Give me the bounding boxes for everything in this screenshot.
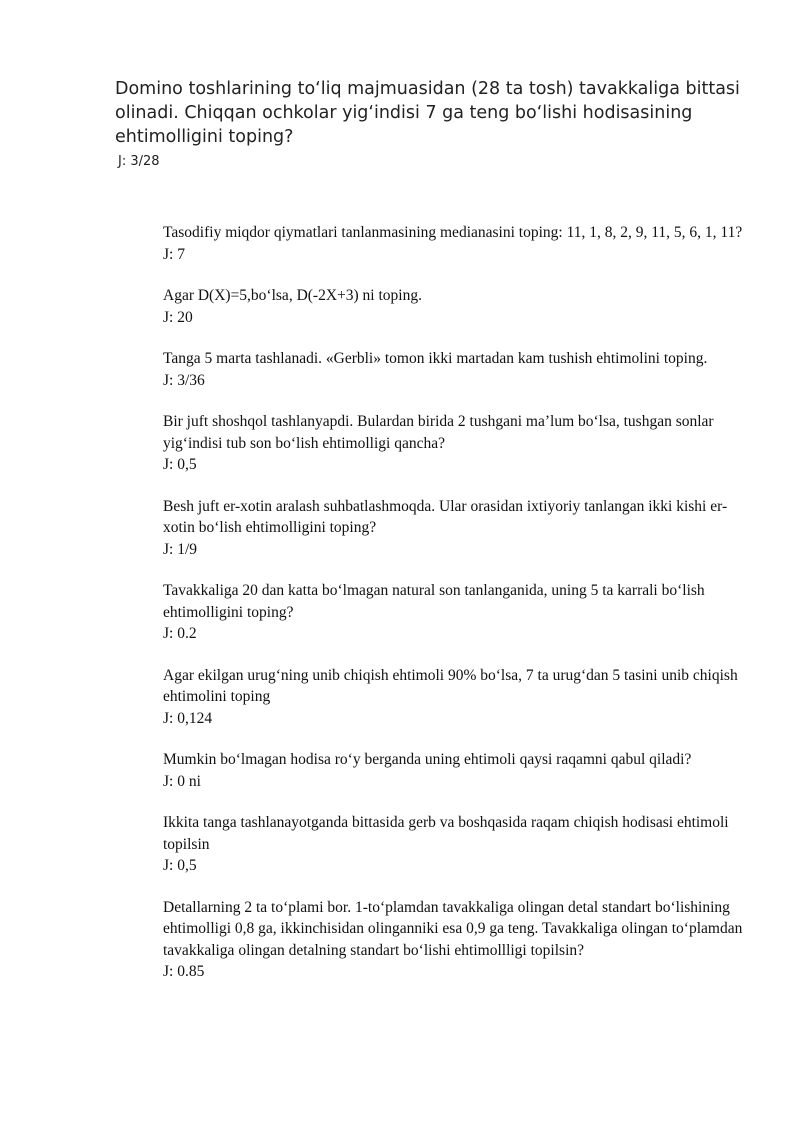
answer-text: J: 20 xyxy=(163,308,193,326)
question-text: Ikkita tanga tashlanayotganda bittasida gerb va boshqasida raqam chiqish hodisasi ehtimoli topilsin xyxy=(163,814,729,853)
qa-item xyxy=(163,812,753,877)
header-block xyxy=(115,77,755,171)
qa-item xyxy=(163,897,753,983)
answer-text: J: 0,5 xyxy=(163,456,197,473)
question-text: Mumkin bo‘lmagan hodisa ro‘y berganda uning ehtimoli qaysi raqamni qabul qiladi? xyxy=(163,751,692,768)
question-text: Besh juft er-xotin aralash suhbatlashmoqda. Ular orasidan ixtiyoriy tanlangan ikki kishi er-xotin bo‘lish ehtimolligini toping? xyxy=(163,497,728,536)
answer-text: J: 0,124 xyxy=(163,709,213,727)
header-question: Domino toshlarining to‘liq majmuasidan (28 ta tosh) tavakkaliga bittasi olinadi. Chiqqan ochkolar yig‘indisi 7 ga teng bo‘lishi hodisasining ehtimolligini toping? xyxy=(115,79,740,147)
qa-item xyxy=(163,496,753,561)
answer-text: J: 0 ni xyxy=(163,772,201,790)
answer-text: J: 3/36 xyxy=(163,371,205,389)
question-text: Bir juft shoshqol tashlanyapdi. Bulardan birida 2 tushgani ma’lum bo‘lsa, tushgan sonlar yig‘indisi tub son bo‘lish ehtimolligi qancha? xyxy=(163,413,714,452)
answer-text: J: 7 xyxy=(163,245,185,263)
qa-item xyxy=(163,285,753,328)
question-text: Tasodifiy miqdor qiymatlari tanlanmasining medianasini toping: 11, 1, 8, 2, 9, 11, 5, 6, 1, 11? xyxy=(163,224,743,241)
answer-text: J: 1/9 xyxy=(163,540,198,558)
qa-item xyxy=(163,348,753,391)
header-answer: J: 3/28 xyxy=(118,154,160,169)
qa-item xyxy=(163,665,753,730)
qa-item xyxy=(163,749,753,792)
answer-text: J: 0.2 xyxy=(163,625,197,642)
question-text: Tavakkaliga 20 dan katta bo‘lmagan natural son tanlanganida, uning 5 ta karrali bo‘lish ehtimolligini toping? xyxy=(163,582,705,621)
answer-text: J: 0.85 xyxy=(163,963,205,980)
question-text: Tanga 5 marta tashlanadi. «Gerbli» tomon ikki martadan kam tushish ehtimolini toping. xyxy=(163,350,708,367)
answer-text: J: 0,5 xyxy=(163,857,197,874)
qa-item xyxy=(163,580,753,645)
qa-list xyxy=(163,222,753,983)
qa-item xyxy=(163,222,753,265)
question-text: Agar D(X)=5,bo‘lsa, D(-2X+3) ni toping. xyxy=(163,287,422,304)
question-text: Detallarning 2 ta to‘plami bor. 1-to‘plamdan tavakkaliga olingan detal standart bo‘lishining ehtimolligi 0,8 ga, ikkinchisidan olinganniki esa 0,9 ga teng. Tavakkaliga olingan to‘plamdan tavakkaliga olingan detalning standart bo‘lishi ehtimollligi topilsin? xyxy=(163,898,743,959)
question-text: Agar ekilgan urug‘ning unib chiqish ehtimoli 90% bo‘lsa, 7 ta urug‘dan 5 tasini unib chiqish ehtimolini toping xyxy=(163,666,738,705)
qa-item xyxy=(163,411,753,476)
